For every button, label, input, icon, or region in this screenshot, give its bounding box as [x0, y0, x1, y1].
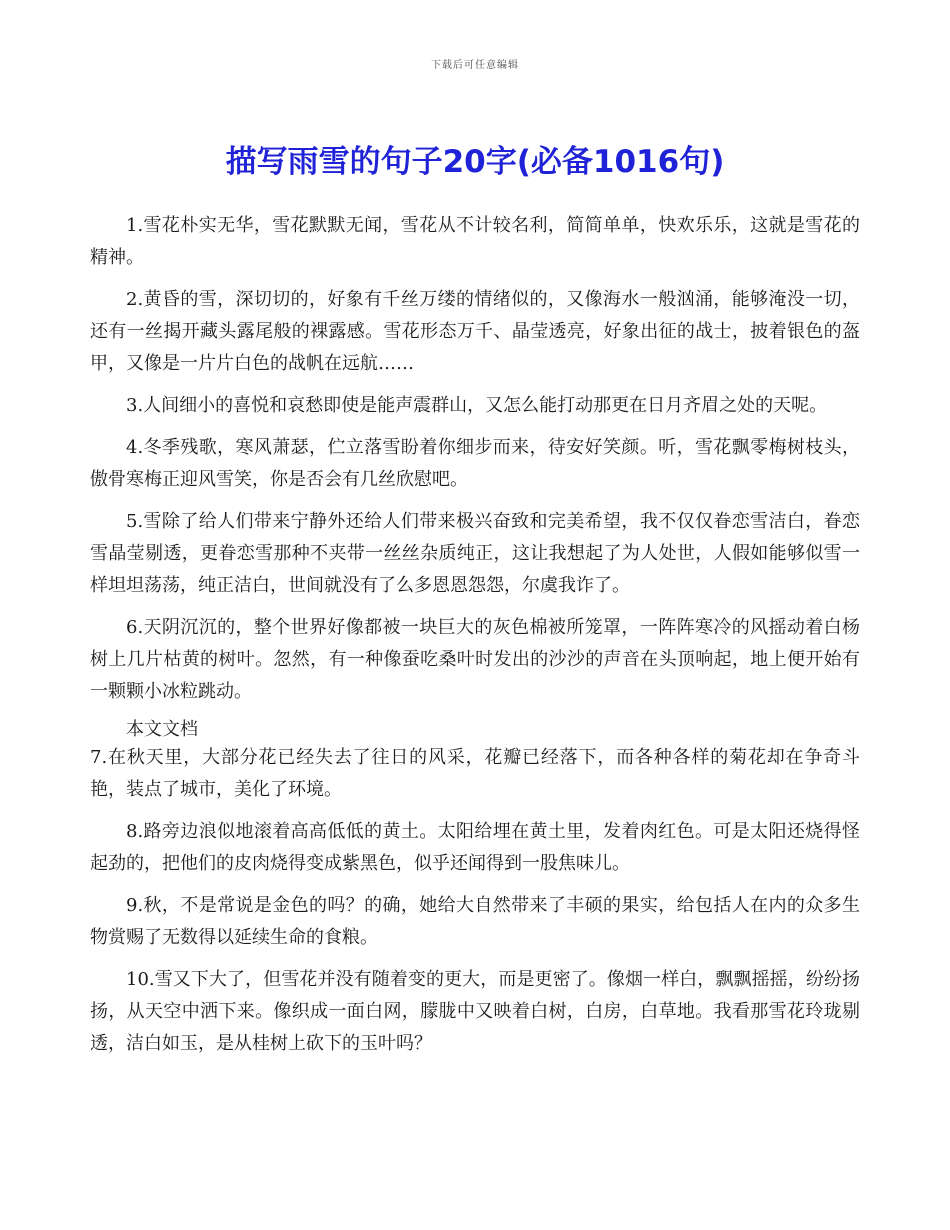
paragraph-4: 4.冬季残歌，寒风萧瑟，伫立落雪盼着你细步而来，待安好笑颜。听，雪花飘零梅树枝头，傲骨寒梅正迎风雪笑，你是否会有几丝欣慰吧。 [90, 437, 860, 490]
paragraph-9: 9.秋，不是常说是金色的吗？的确，她给大自然带来了丰硕的果实，给包括人在内的众多生物赏赐了无数得以延续生命的食粮。 [90, 895, 860, 948]
paragraph-10: 10.雪又下大了，但雪花并没有随着变的更大，而是更密了。像烟一样白，飘飘摇摇，纷纷扬扬，从天空中洒下来。像织成一面白网，朦胧中又映着白树，白房，白草地。我看那雪花玲珑剔透，洁白如玉，是从桂树上砍下的玉叶吗？ [90, 969, 860, 1054]
document-body [90, 210, 860, 1070]
doc-label: 本文文档 [126, 719, 198, 740]
page-title: 描写雨雪的句子20字(必备1016句) [225, 144, 725, 180]
paragraph-2: 2.黄昏的雪，深切切的，好象有千丝万缕的情绪似的，又像海水一般汹涌，能够淹没一切，还有一丝揭开藏头露尾般的裸露感。雪花形态万千、晶莹透亮，好象出征的战士，披着银色的盔甲，又像是一片片白色的战帆在远航…… [90, 289, 860, 374]
paragraph-3: 3.人间细小的喜悦和哀愁即使是能声震群山，又怎么能打动那更在日月齐眉之处的天呢。 [126, 395, 828, 416]
paragraph-8: 8.路旁边浪似地滚着高高低低的黄土。太阳给埋在黄土里，发着肉红色。可是太阳还烧得怪起劲的，把他们的皮肉烧得变成紫黑色，似乎还闻得到一股焦味儿。 [90, 821, 860, 874]
header-note: 下载后可任意编辑 [431, 60, 519, 71]
paragraph-7: 7.在秋天里，大部分花已经失去了往日的风采，花瓣已经落下，而各种各样的菊花却在争奇斗艳，装点了城市，美化了环境。 [90, 747, 860, 800]
paragraph-5: 5.雪除了给人们带来宁静外还给人们带来极兴奋致和完美希望，我不仅仅眷恋雪洁白，眷恋雪晶莹剔透，更眷恋雪那种不夹带一丝丝杂质纯正，这让我想起了为人处世，人假如能够似雪一样坦坦荡荡，纯正洁白，世间就没有了么多恩恩怨怨，尔虞我诈了。 [90, 511, 860, 596]
paragraph-1: 1.雪花朴实无华，雪花默默无闻，雪花从不计较名利，简简单单，快欢乐乐，这就是雪花的精神。 [90, 215, 860, 268]
paragraph-6: 6.天阴沉沉的，整个世界好像都被一块巨大的灰色棉被所笼罩，一阵阵寒冷的风摇动着白杨树上几片枯黄的树叶。忽然，有一种像蚕吃桑叶时发出的沙沙的声音在头顶响起，地上便开始有一颗颗小冰粒跳动。 [90, 617, 860, 702]
